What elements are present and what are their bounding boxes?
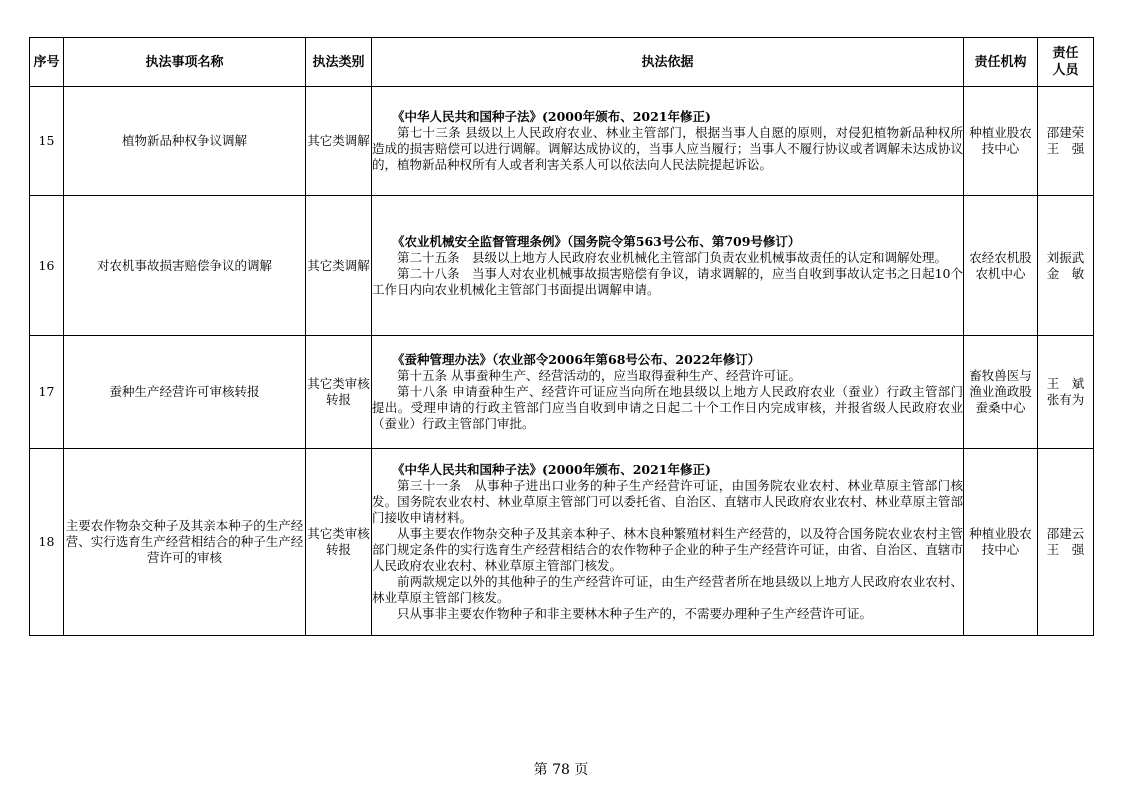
person: 王 强 (1046, 141, 1085, 156)
row-no: 18 (30, 449, 64, 636)
basis-article: 第三十一条 从事种子进出口业务的种子生产经营许可证，由国务院农业农村、林业草原主管部门核发。国务院农业农村、林业草原主管部门可以委托省、自治区、直辖市人民政府农业农村、林业草原主管部门接收申请材料。 (372, 478, 963, 525)
basis-article: 第七十三条 县级以上人民政府农业、林业主管部门，根据当事人自愿的原则，对侵犯植物新品种权所造成的损害赔偿可以进行调解。调解达成协议的，当事人应当履行；当事人不履行协议或者调解未达成协议的，植物新品种权所有人或者利害关系人可以依法向人民法院提起诉讼。 (372, 125, 963, 172)
person: 张有为 (1046, 392, 1085, 407)
row-category: 其它类调解 (306, 196, 372, 336)
row-basis (372, 336, 964, 449)
row-basis (372, 196, 964, 336)
header-org: 责任机构 (964, 38, 1038, 87)
row-persons (1038, 449, 1094, 636)
row-category: 其它类审核转报 (306, 449, 372, 636)
table-row (30, 196, 1094, 336)
basis-article: 第十八条 申请蚕种生产、经营许可证应当向所在地县级以上地方人民政府农业（蚕业）行政主管部门提出。受理申请的行政主管部门应当自收到申请之日起二十个工作日内完成审核，并报省级人民政府农业（蚕业）行政主管部门审批。 (372, 384, 963, 431)
basis-law-title: 《蚕种管理办法》（农业部令2006年第68号公布、2022年修订） (392, 352, 761, 367)
person: 邵建云 (1046, 526, 1085, 541)
table-row (30, 87, 1094, 196)
row-name: 植物新品种权争议调解 (64, 87, 306, 196)
basis-article: 前两款规定以外的其他种子的生产经营许可证，由生产经营者所在地县级以上地方人民政府农业农村、林业草原主管部门核发。 (372, 574, 963, 605)
person: 王 强 (1046, 542, 1085, 557)
header-name: 执法事项名称 (64, 38, 306, 87)
law-enforcement-table (29, 37, 1094, 636)
row-no: 16 (30, 196, 64, 336)
row-no: 17 (30, 336, 64, 449)
row-category: 其它类审核转报 (306, 336, 372, 449)
header-category: 执法类别 (306, 38, 372, 87)
basis-law-title: 《农业机械安全监督管理条例》（国务院令第563号公布、第709号修订） (392, 233, 801, 249)
row-org: 畜牧兽医与渔业渔政股蚕桑中心 (964, 336, 1038, 449)
basis-article: 第二十五条 县级以上地方人民政府农业机械化主管部门负责农业机械事故责任的认定和调解处理。 (397, 249, 948, 265)
header-persons: 责任人员 (1038, 38, 1094, 87)
row-persons (1038, 336, 1094, 449)
row-basis (372, 449, 964, 636)
table-row (30, 336, 1094, 449)
row-persons (1038, 196, 1094, 336)
basis-article: 第十五条 从事蚕种生产、经营活动的，应当取得蚕种生产、经营许可证。 (397, 368, 801, 383)
basis-article: 从事主要农作物杂交种子及其亲本种子、林木良种繁殖材料生产经营的，以及符合国务院农业农村主管部门规定条件的实行选育生产经营相结合的农作物种子企业的种子生产经营许可证，由省、自治区、直辖市人民政府农业农村、林业草原主管部门核发。 (372, 526, 963, 573)
basis-article: 只从事非主要农作物种子和非主要林木种子生产的，不需要办理种子生产经营许可证。 (397, 606, 873, 621)
row-name: 对农机事故损害赔偿争议的调解 (64, 196, 306, 336)
row-category: 其它类调解 (306, 87, 372, 196)
page-number: 第 78 页 (533, 762, 589, 778)
person: 金 敏 (1046, 265, 1085, 281)
basis-law-title: 《中华人民共和国种子法》(2000年颁布、2021年修正) (392, 109, 711, 124)
row-name: 主要农作物杂交种子及其亲本种子的生产经营、实行选育生产经营相结合的种子生产经营许可的审核 (64, 449, 306, 636)
row-basis (372, 87, 964, 196)
header-no: 序号 (30, 38, 64, 87)
row-org: 农经农机股农机中心 (964, 196, 1038, 336)
row-no: 15 (30, 87, 64, 196)
row-org: 种植业股农技中心 (964, 87, 1038, 196)
row-org: 种植业股农技中心 (964, 449, 1038, 636)
row-name: 蚕种生产经营许可审核转报 (64, 336, 306, 449)
header-row (30, 38, 1094, 87)
row-persons (1038, 87, 1094, 196)
person: 王 斌 (1046, 376, 1085, 391)
person: 刘振武 (1046, 249, 1085, 265)
header-basis: 执法依据 (372, 38, 964, 87)
table-row (30, 449, 1094, 636)
person: 邵建荣 (1046, 125, 1085, 140)
basis-article: 第二十八条 当事人对农业机械事故损害赔偿有争议，请求调解的，应当自收到事故认定书之日起10个工作日内向农业机械化主管部门书面提出调解申请。 (372, 265, 963, 297)
basis-law-title: 《中华人民共和国种子法》(2000年颁布、2021年修正) (392, 462, 711, 477)
